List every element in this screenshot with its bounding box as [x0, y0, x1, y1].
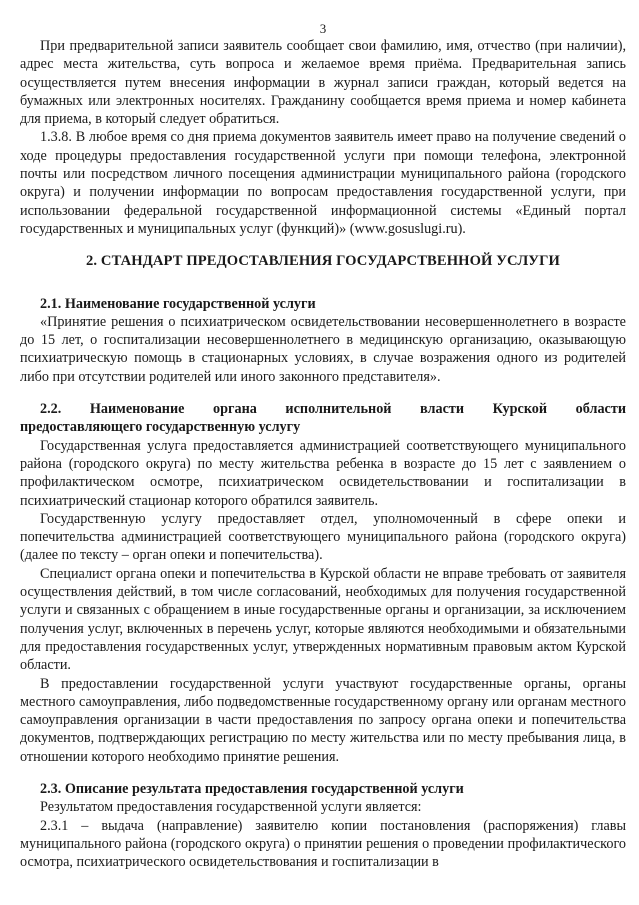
paragraph-2-2-d: В предоставлении государственной услуги участвуют государственные органы, органы местного самоуправления, либо подведомственные государственному органу или органам местного самоуправления организации в части предоставления по запросу органа опеки и попечительства документов, подтверждающих регистрацию по месту жительства или по месту пребывания лица, в отношении которого необходимо принятие решения.: [20, 675, 626, 765]
heading-2-3: 2.3. Описание результата предоставления государственной услуги: [40, 780, 464, 797]
heading-2-2-line-2: предоставляющего государственную услугу: [20, 419, 301, 436]
paragraph-2-2-a: Государственная услуга предоставляется администрацией соответствующего муниципального района (городского округа) по месту жительства ребенка в возрасте до 15 лет с заявлением о профилактическом осмотре, психиатрическом освидетельствовании и госпитализации в психиатрический стационар которого обратился заявитель.: [20, 437, 626, 509]
document-page: [20, 0, 626, 905]
paragraph-preliminary-registration: При предварительной записи заявитель сообщает свои фамилию, имя, отчество (при наличии), адрес места жительства, суть вопроса и желаемое время приёма. Предварительная запись осуществляется путем внесения информации в журнал записи граждан, который ведется на бумажных или электронных носителях. Гражданину сообщается время приема и номер кабинета для приема, в который следует обратиться.: [20, 38, 626, 128]
paragraph-2-3-1: 2.3.1 – выдача (направление) заявителю копии постановления (распоряжения) главы муниципального района (городского округа) о принятии решения о проведении профилактического осмотра, психиатрического освидетельствования и госпитализации в: [20, 817, 626, 871]
section-2-title: 2. СТАНДАРТ ПРЕДОСТАВЛЕНИЯ ГОСУДАРСТВЕННОЙ УСЛУГИ: [86, 253, 560, 270]
paragraph-2-1-service-name: «Принятие решения о психиатрическом освидетельствовании несовершеннолетнего в возрасте до 15 лет, о госпитализации несовершеннолетнего в медицинскую организацию, оказывающую психиатрическую помощь в стационарных условиях, в случае возражения одного из родителей либо при отсутствии родителей или иного законного представителя».: [20, 313, 626, 385]
paragraph-2-2-c: Специалист органа опеки и попечительства в Курской области не вправе требовать от заявителя осуществления действий, в том числе согласований, необходимых для получения государственной услуги и связанных с обращением в иные государственные органы и организации, за исключением получения услуг, включенных в перечень услуг, которые являются необходимыми и обязательными для предоставления государственных услуг, утвержденных нормативным правовым актом Курской области.: [20, 565, 626, 674]
paragraph-1-3-8: 1.3.8. В любое время со дня приема документов заявитель имеет право на получение сведений о ходе процедуры предоставления государственной услуги при помощи телефона, электронной почты или посредством личного посещения администрации муниципального района (городского округа) и получении информации по вопросам предоставления государственной услуги, при использовании федеральной государственной информационной системы «Единый портал государственных и муниципальных услуг (функций)» (www.gosuslugi.ru).: [20, 129, 626, 237]
paragraph-2-3-a: Результатом предоставления государственной услуги является:: [40, 799, 422, 816]
page-number: 3: [319, 21, 327, 36]
heading-2-2-line-1: 2.2. Наименование органа исполнительной власти Курской области: [40, 401, 626, 418]
heading-2-1: 2.1. Наименование государственной услуги: [40, 295, 316, 312]
paragraph-2-2-b: Государственную услугу предоставляет отдел, уполномоченный в сфере опеки и попечительства администрацией соответствующего муниципального района (городского округа) (далее по тексту – орган опеки и попечительства).: [20, 510, 626, 564]
